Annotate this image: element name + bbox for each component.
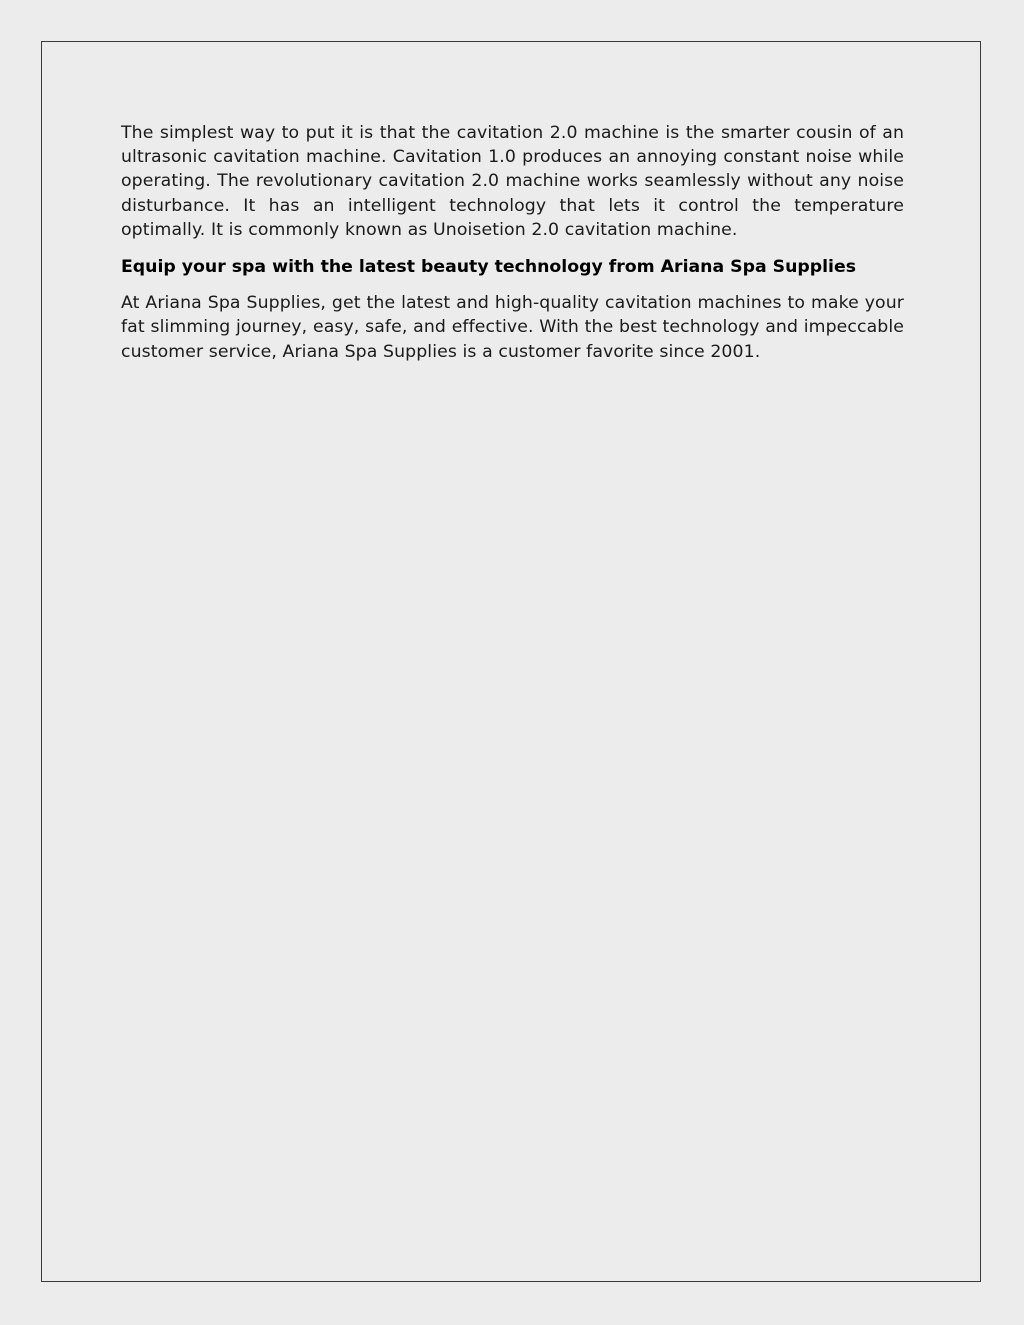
section-heading: Equip your spa with the latest beauty technology from Ariana Spa Supplies [121,257,856,278]
page-content [121,121,904,364]
closing-paragraph: At Ariana Spa Supplies, get the latest and high-quality cavitation machines to make your fat slimming journey, easy, safe, and effective. With the best technology and impeccable customer service, Ariana Spa Supplies is a customer favorite since 2001. [121,293,904,362]
intro-paragraph: The simplest way to put it is that the cavitation 2.0 machine is the smarter cousin of an ultrasonic cavitation machine. Cavitation 1.0 produces an annoying constant noise while operating. The revolutionary cavitation 2.0 machine works seamlessly without any noise disturbance. It has an intelligent technology that lets it control the temperature optimally. It is commonly known as Unoisetion 2.0 cavitation machine. [121,123,904,240]
document-page [41,41,981,1282]
